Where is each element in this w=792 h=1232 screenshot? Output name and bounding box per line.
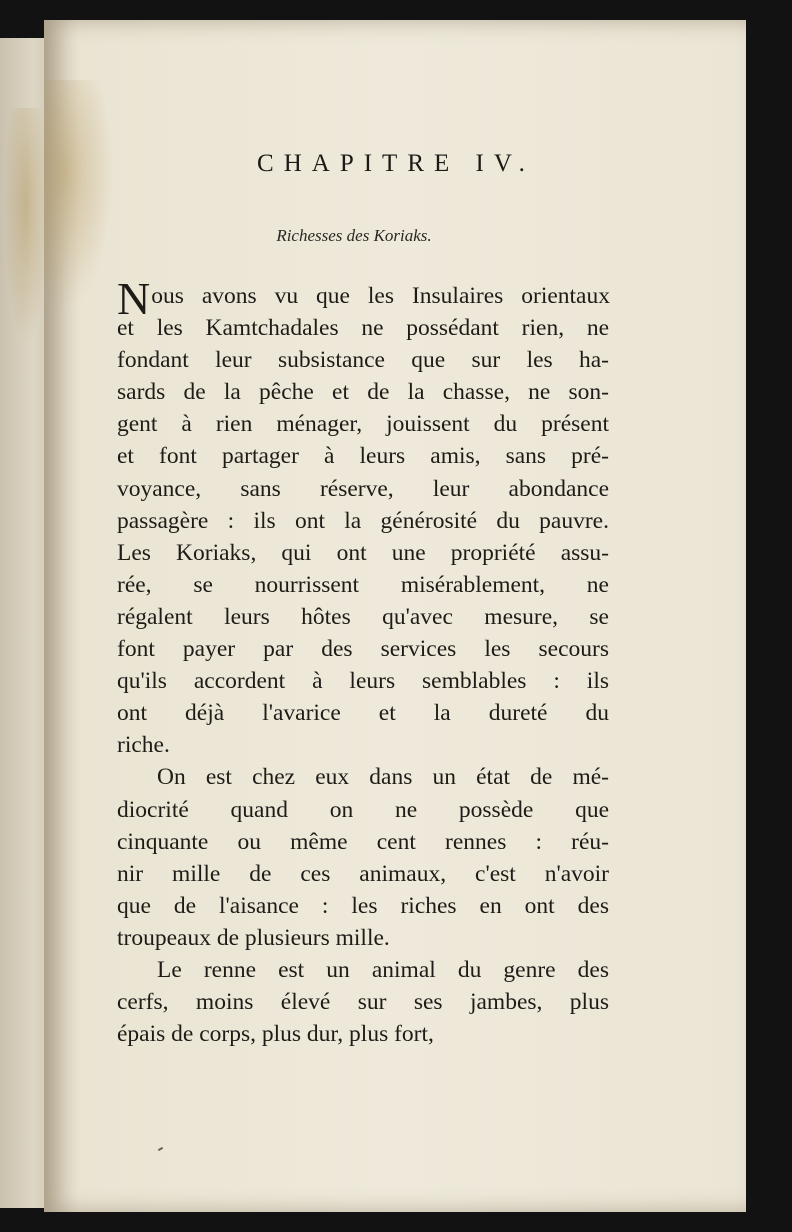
line-text: font payer par des services les secours <box>117 636 609 663</box>
line-text: passagère : ils ont la générosité du pauvre. <box>117 507 609 534</box>
text-line <box>117 505 609 537</box>
line-text: On est chez eux dans un état de mé- <box>157 764 609 791</box>
text-line <box>117 312 609 344</box>
chapter-subtitle: Richesses des Koriaks. <box>276 226 432 245</box>
text-line <box>117 761 609 793</box>
text-line <box>117 440 609 472</box>
line-text: Le renne est un animal du genre des <box>157 956 609 983</box>
paragraph <box>117 761 609 954</box>
text-line <box>117 633 609 665</box>
drop-cap: N <box>117 273 151 324</box>
line-text: cerfs, moins élevé sur ses jambes, plus <box>117 989 609 1016</box>
line-text: voyance, sans réserve, leur abondance <box>117 475 609 502</box>
line-text: diocrité quand on ne possède que <box>117 796 609 823</box>
line-text: que de l'aisance : les riches en ont des <box>117 892 609 919</box>
line-text: qu'ils accordent à leurs semblables : ils <box>117 668 609 695</box>
line-text: rée, se nourrissent misérablement, ne <box>117 571 609 598</box>
line-text: et les Kamtchadales ne possédant rien, ne <box>117 315 609 342</box>
text-line <box>117 569 609 601</box>
text-line <box>117 954 609 986</box>
background-edge <box>746 20 792 1232</box>
foxing-stain <box>44 80 114 310</box>
chapter-title: CHAPITRE IV. <box>257 150 535 177</box>
text-line <box>117 665 609 697</box>
text-line <box>117 858 609 890</box>
line-text: cinquante ou même cent rennes : réu- <box>117 828 609 855</box>
line-text: ont déjà l'avarice et la dureté du <box>117 700 609 727</box>
line-text: Les Koriaks, qui ont une propriété assu- <box>117 539 609 566</box>
line-text: ous avons vu que les Insulaires orientaux <box>151 283 610 309</box>
line-text: gent à rien ménager, jouissent du présent <box>117 411 609 438</box>
text-line <box>117 537 609 569</box>
line-text: régalent leurs hôtes qu'avec mesure, se <box>117 603 609 630</box>
text-line <box>117 408 609 440</box>
paragraph <box>117 954 609 1050</box>
paragraph <box>117 273 610 761</box>
text-line <box>117 794 609 826</box>
text-line <box>117 473 609 505</box>
text-line <box>117 729 609 761</box>
body-text <box>117 273 610 1050</box>
text-line <box>117 376 609 408</box>
line-text: riche. <box>117 732 170 759</box>
line-text: sards de la pêche et de la chasse, ne son- <box>117 379 609 406</box>
text-line <box>117 697 609 729</box>
line-text: fondant leur subsistance que sur les ha- <box>117 347 609 374</box>
line-text: et font partager à leurs amis, sans pré- <box>117 443 609 470</box>
text-line <box>117 986 609 1018</box>
text-line <box>117 1018 609 1050</box>
text-line <box>117 273 610 324</box>
text-line <box>117 890 609 922</box>
line-text: troupeaux de plusieurs mille. <box>117 924 390 951</box>
text-line <box>117 826 609 858</box>
line-text: nir mille de ces animaux, c'est n'avoir <box>117 860 609 887</box>
text-line <box>117 601 609 633</box>
text-line <box>117 344 609 376</box>
line-text: épais de corps, plus dur, plus fort, <box>117 1021 434 1048</box>
text-line <box>117 922 609 954</box>
